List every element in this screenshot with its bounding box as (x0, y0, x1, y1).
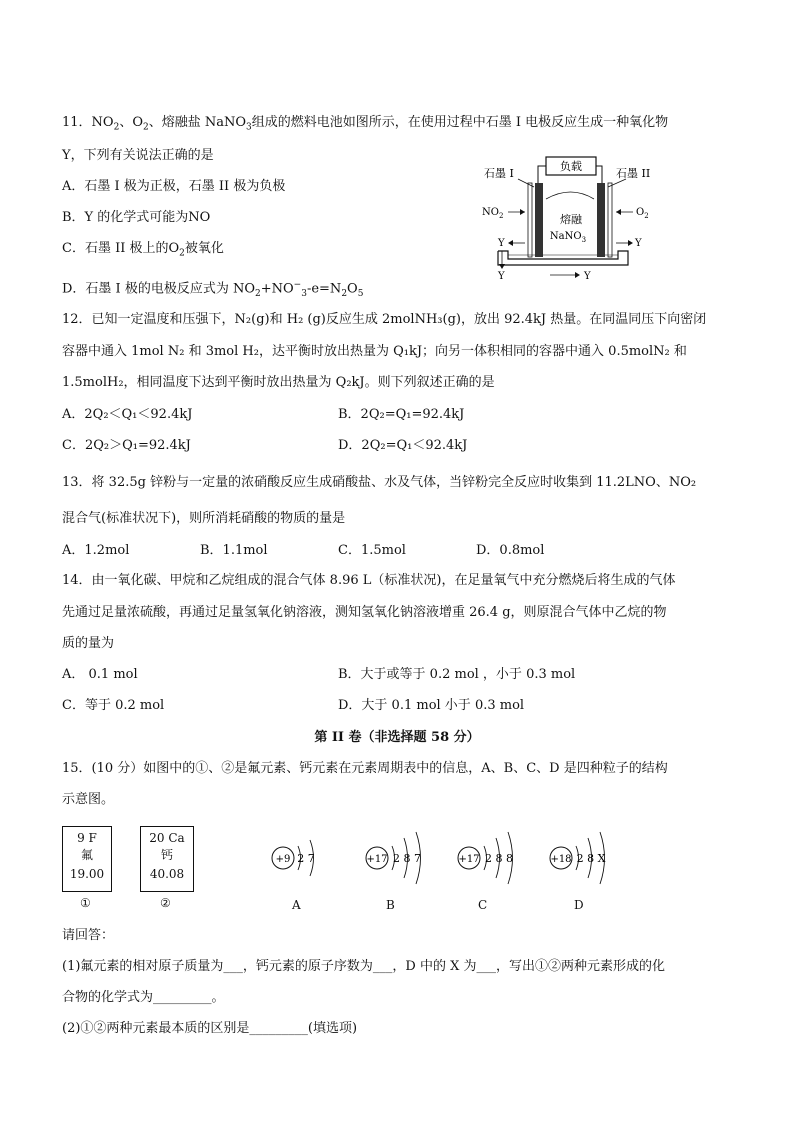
atom-diagram-d (540, 822, 620, 894)
graphite-2-label: 石墨 II (616, 167, 651, 180)
electrode-graphite-2 (597, 183, 605, 257)
q15-part2: (2)①②两种元素最本质的区别是_________(填选项) (62, 1021, 358, 1036)
q12-line2: 容器中通入 1mol N₂ 和 3mol H₂，达平衡时放出热量为 Q₁kJ；向另一体积相同的容器中通入 0.5molN₂ 和 (62, 344, 687, 359)
atom-diagram-a (262, 822, 332, 894)
electrolyte-label-1: 熔融 (560, 213, 582, 226)
q15-line1: 15．(10 分）如图中的①、②是氟元素、钙元素在元素周期表中的信息，A、B、C、D 是四种粒子的结构 (62, 761, 668, 776)
svg-text:2 7: 2 7 (297, 852, 315, 865)
q15-part1-line1: (1)氟元素的相对原子质量为___，钙元素的原子序数为___，D 中的 X 为___，写出①②两种元素形成的化 (62, 959, 665, 974)
svg-text:+9: +9 (275, 854, 291, 865)
q13-line2: 混合气(标准状况下)，则所消耗硝酸的物质的量是 (62, 511, 346, 526)
q15-prompt: 请回答： (62, 928, 115, 943)
q11-option-c: C．石墨 II 极上的$O_2$被氧化 (62, 241, 224, 259)
no2-inlet-label: $NO_2$ (482, 207, 504, 220)
q13-option-b: B．1.1mol (200, 543, 268, 558)
element-fluorine-number: 9 F (77, 831, 97, 845)
atom-d-caption: D (574, 898, 584, 912)
q12-option-b: B．2Q₂=Q₁=92.4kJ (338, 407, 465, 422)
element-card-calcium (140, 826, 194, 892)
svg-text:+17: +17 (458, 854, 480, 865)
q12-option-d: D．2Q₂=Q₁＜92.4kJ (338, 438, 468, 453)
y-label-left: Y (498, 238, 505, 249)
q14-option-d: D．大于 0.1 mol 小于 0.3 mol (338, 698, 525, 713)
y-label-flow: Y (584, 271, 591, 282)
q11-line1: 11．$NO_2$、$O_2$、熔融盐 NaNO$_3$组成的燃料电池如图所示，在使用过程中石墨 I 电极反应生成一种氧化物 (62, 115, 669, 133)
q15-part1-line2: 合物的化学式为_________。 (62, 990, 225, 1005)
element-calcium-mass: 40.08 (149, 867, 185, 881)
q14-option-c: C．等于 0.2 mol (62, 698, 165, 713)
q14-line2: 先通过足量浓硫酸，再通过足量氢氧化钠溶液，测知氢氧化钠溶液增重 26.4 g，则原混合气体中乙烷的物 (62, 605, 667, 620)
q13-option-d: D．0.8mol (476, 543, 545, 558)
q14-line3: 质的量为 (62, 636, 115, 651)
atom-b-caption: B (386, 898, 395, 912)
section-heading: 第 II 卷（非选择题 58 分） (314, 730, 480, 745)
q12-line3: 1.5molH₂，相同温度下达到平衡时放出热量为 Q₂kJ。则下列叙述正确的是 (62, 375, 495, 390)
q11-line2: Y，下列有关说法正确的是 (62, 148, 214, 163)
q13-option-a: A．1.2mol (62, 543, 130, 558)
element-calcium-number: 20 Ca (149, 831, 185, 845)
graphite-1-label: 石墨 I (484, 167, 514, 180)
load-label: 负载 (560, 160, 582, 173)
y-label-bottom: Y (498, 271, 505, 282)
q14-line1: 14．由一氧化碳、甲烷和乙烷组成的混合气体 8.96 L（标准状况)，在足量氧气中充分燃烧后将生成的气体 (62, 573, 676, 588)
q14-option-b: B．大于或等于 0.2 mol ，小于 0.3 mol (338, 667, 576, 682)
q15-line2: 示意图。 (62, 792, 115, 807)
element-card-fluorine-caption: ① (80, 896, 91, 910)
q11-option-d: D．石墨 I 极的电极反应式为 $NO_2+NO^-_3-e=N_2O_5$ (62, 280, 364, 299)
svg-text:2 8 7: 2 8 7 (393, 852, 421, 865)
svg-text:2 8 8: 2 8 8 (485, 852, 513, 865)
atom-c-caption: C (478, 898, 488, 912)
element-fluorine-mass: 19.00 (69, 867, 105, 881)
svg-text:+17: +17 (366, 854, 388, 865)
element-card-calcium-caption: ② (160, 896, 171, 910)
atom-diagram-c (448, 822, 528, 894)
q13-line1: 13．将 32.5g 锌粉与一定量的浓硝酸反应生成硝酸盐、水及气体，当锌粉完全反应时收集到 11.2LNO、NO₂ (62, 475, 697, 490)
electrolyte-label-2: NaNO$_3$ (549, 231, 587, 244)
q13-option-c: C．1.5mol (338, 543, 406, 558)
element-calcium-name: 钙 (160, 848, 173, 862)
q12-option-c: C．2Q₂＞Q₁=92.4kJ (62, 438, 191, 453)
y-label-right: Y (635, 238, 642, 249)
q12-line1: 12．已知一定温度和压强下，N₂(g)和 H₂ (g)反应生成 2molNH₃(g)，放出 92.4kJ 热量。在同温同压下向密闭 (62, 312, 707, 327)
electrode-graphite-1 (535, 183, 543, 257)
q12-option-a: A．2Q₂＜Q₁＜92.4kJ (62, 407, 193, 422)
element-fluorine-name: 氟 (80, 848, 93, 862)
q14-option-a: A． 0.1 mol (62, 667, 138, 682)
q11-option-a: A．石墨 I 极为正极，石墨 II 极为负极 (62, 179, 286, 194)
fuel-cell-diagram (478, 155, 668, 285)
atom-a-caption: A (292, 898, 301, 912)
svg-text:+18: +18 (550, 854, 572, 865)
atom-diagram-b (356, 822, 436, 894)
element-card-fluorine (62, 826, 112, 892)
svg-text:2 8 X: 2 8 X (576, 852, 606, 865)
o2-inlet-label: $O_2$ (636, 207, 649, 220)
q11-option-b: B．Y 的化学式可能为NO (62, 210, 211, 225)
